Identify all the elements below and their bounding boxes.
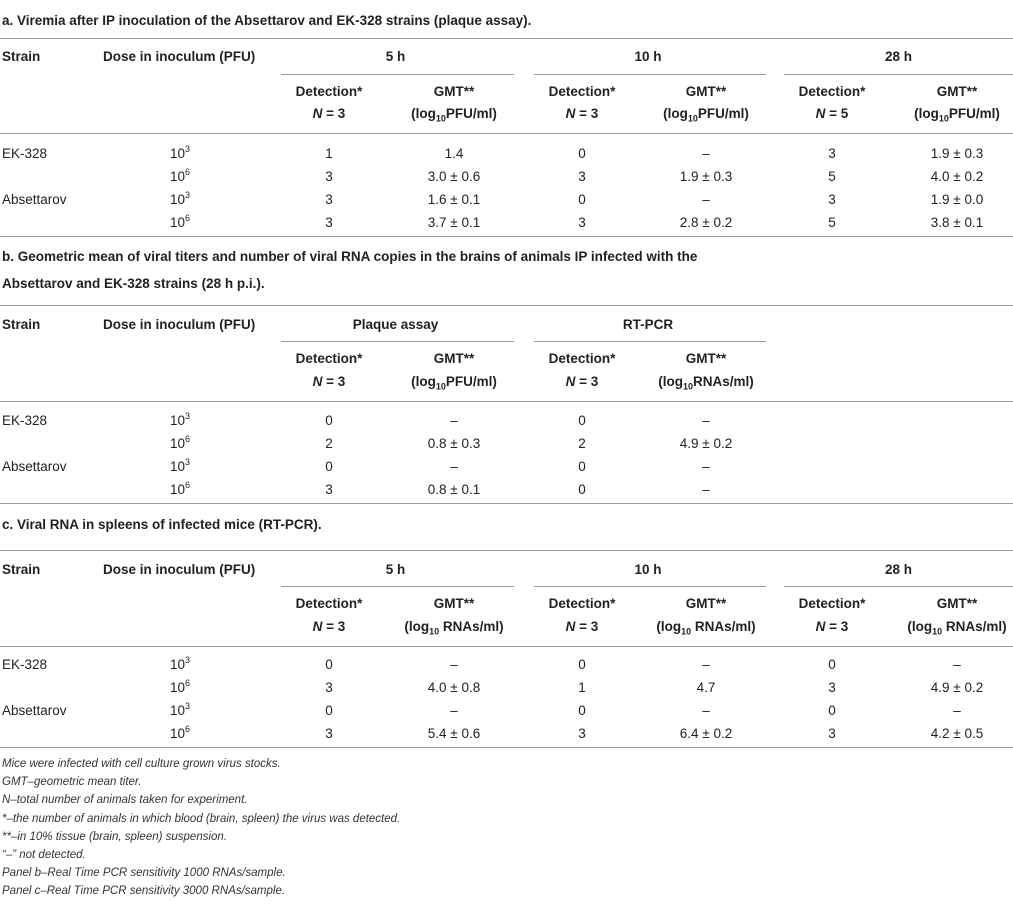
panel-b-cell-gmt: – (702, 413, 710, 428)
panel-c-row-dose: $10^6$ (170, 677, 191, 695)
panel-b-row-strain: EK-328 (2, 413, 48, 428)
panel-a-group-underline (534, 74, 766, 75)
panel-b-gmt-unit: $(\log_{10}PFU/ml)$ (411, 374, 497, 392)
panel-b-row-dose: $10^6$ (170, 433, 191, 451)
panel-c-col-strain: Strain (2, 562, 41, 577)
panel-c-cell-gmt: – (953, 657, 961, 672)
panel-c-group-header: 28 h (884, 562, 912, 577)
panel-b-cell-detection: 0 (325, 413, 333, 428)
panel-b-header-rule (0, 401, 1013, 402)
panel-b-row-dose: $10^3$ (170, 456, 191, 474)
panel-a-group-header: 10 h (634, 49, 662, 64)
panel-a-cell-gmt: 1.9 ± 0.3 (930, 146, 984, 161)
panel-a-gmt-unit: $(\log_{10}PFU/ml)$ (411, 106, 497, 124)
panel-a-cell-detection: 3 (578, 215, 586, 230)
panel-a-detection-header: Detection* (798, 84, 866, 99)
panel-a-row-strain: Absettarov (2, 192, 67, 207)
panel-b-row-dose: $10^3$ (170, 410, 191, 428)
panel-c-row-dose: $10^3$ (170, 700, 191, 718)
panel-c-gmt-header: GMT** (685, 596, 727, 611)
panel-a-cell-detection: 3 (828, 146, 836, 161)
panel-a-cell-detection: 0 (578, 192, 586, 207)
panel-a-gmt-unit: $(\log_{10}PFU/ml)$ (663, 106, 749, 124)
panel-a-cell-gmt: – (702, 146, 710, 161)
panel-a-n-label: N = 3 (565, 106, 599, 121)
panel-c-cell-detection: 3 (325, 726, 333, 741)
footnote: Panel b–Real Time PCR sensitivity 1000 RNAs/sample. (2, 867, 286, 880)
panel-c-group-underline (281, 586, 514, 587)
panel-a-row-dose: $10^6$ (170, 166, 191, 184)
panel-a-cell-detection: 0 (578, 146, 586, 161)
panel-a-detection-header: Detection* (548, 84, 616, 99)
footnote: Panel c–Real Time PCR sensitivity 3000 RNAs/sample. (2, 885, 286, 898)
panel-b-cell-gmt: – (702, 482, 710, 497)
panel-c-cell-gmt: – (702, 657, 710, 672)
panel-a-cell-detection: 3 (828, 192, 836, 207)
panel-b-n-label: N = 3 (312, 374, 346, 389)
panel-c-cell-detection: 0 (325, 657, 333, 672)
panel-a-header-rule (0, 133, 1013, 134)
panel-a-cell-detection: 1 (325, 146, 333, 161)
footnote: N–total number of animals taken for experiment. (2, 794, 248, 807)
footnote: Mice were infected with cell culture grown virus stocks. (2, 758, 281, 770)
panel-b-gmt-header: GMT** (433, 351, 475, 366)
panel-a-col-strain: Strain (2, 49, 41, 64)
panel-c-top-rule (0, 550, 1013, 551)
panel-a-group-underline (784, 74, 1013, 75)
panel-b-n-label: N = 3 (565, 374, 599, 389)
panel-c-gmt-header: GMT** (433, 596, 475, 611)
panel-c-cell-gmt: 4.9 ± 0.2 (930, 680, 984, 695)
panel-a-row-dose: $10^6$ (170, 212, 191, 230)
footnote: “–” not detected. (2, 849, 86, 861)
panel-b-cell-detection: 2 (325, 436, 333, 451)
panel-b-group-header: RT-PCR (622, 317, 674, 332)
panel-c-cell-gmt: – (702, 703, 710, 718)
panel-b-col-strain: Strain (2, 317, 41, 332)
footnote: GMT–geometric mean titer. (2, 776, 142, 789)
panel-a-n-label: N = 3 (312, 106, 346, 121)
panel-a-cell-gmt: 1.4 (444, 146, 464, 161)
panel-b-group-header: Plaque assay (352, 317, 439, 332)
panel-a-row-dose: $10^3$ (170, 143, 191, 161)
panel-b-cell-detection: 0 (578, 459, 586, 474)
panel-a-cell-gmt: – (702, 192, 710, 207)
panel-c-group-underline (534, 586, 766, 587)
panel-c-cell-detection: 1 (578, 680, 586, 695)
panel-a-gmt-unit: $(\log_{10}PFU/ml)$ (914, 106, 1000, 124)
panel-a-row-strain: EK-328 (2, 146, 48, 161)
panel-c-cell-detection: 0 (828, 703, 836, 718)
panel-c-bottom-rule (0, 747, 1013, 748)
panel-b-cell-detection: 0 (578, 482, 586, 497)
panel-c-cell-detection: 0 (828, 657, 836, 672)
panel-c-row-dose: $10^3$ (170, 654, 191, 672)
panel-c-cell-detection: 0 (578, 703, 586, 718)
panel-b-title-line2: Absettarov and EK-328 strains (28 h p.i.). (2, 276, 265, 291)
panel-c-row-strain: EK-328 (2, 657, 48, 672)
panel-a-bottom-rule (0, 236, 1013, 237)
panel-a-col-dose: Dose in inoculum (PFU) (103, 49, 256, 64)
panel-b-group-underline (281, 341, 514, 342)
panel-a-group-underline (281, 74, 514, 75)
panel-c-cell-gmt: 6.4 ± 0.2 (679, 726, 733, 741)
panel-a-gmt-header: GMT** (685, 84, 727, 99)
panel-c-cell-detection: 0 (578, 657, 586, 672)
panel-b-row-dose: $10^6$ (170, 479, 191, 497)
panel-a-cell-gmt: 3.0 ± 0.6 (427, 169, 481, 184)
footnote: **–in 10% tissue (brain, spleen) suspension. (2, 830, 228, 843)
panel-c-cell-detection: 3 (828, 726, 836, 741)
panel-c-n-label: N = 3 (565, 619, 599, 634)
panel-c-cell-gmt: – (450, 703, 458, 718)
panel-b-cell-detection: 2 (578, 436, 586, 451)
panel-b-cell-gmt: – (702, 459, 710, 474)
panel-c-cell-detection: 3 (578, 726, 586, 741)
panel-c-gmt-unit: ($\log_{10}$ RNAs/ml) (907, 619, 1007, 637)
panel-c-header-rule (0, 646, 1013, 647)
panel-a-cell-gmt: 3.8 ± 0.1 (930, 215, 984, 230)
panel-a-cell-detection: 3 (578, 169, 586, 184)
panel-c-detection-header: Detection* (295, 596, 363, 611)
panel-b-row-strain: Absettarov (2, 459, 67, 474)
panel-c-col-dose: Dose in inoculum (PFU) (103, 562, 256, 577)
panel-c-gmt-header: GMT** (936, 596, 978, 611)
panel-a-group-header: 28 h (884, 49, 912, 64)
panel-c-cell-detection: 3 (325, 680, 333, 695)
panel-b-cell-detection: 3 (325, 482, 333, 497)
panel-c-group-header: 5 h (385, 562, 406, 577)
panel-b-cell-detection: 0 (578, 413, 586, 428)
panel-c-cell-gmt: 4.7 (696, 680, 716, 695)
panel-c-cell-detection: 3 (828, 680, 836, 695)
panel-c-cell-gmt: – (953, 703, 961, 718)
panel-c-cell-detection: 0 (325, 703, 333, 718)
panel-b-cell-gmt: 0.8 ± 0.1 (427, 482, 481, 497)
panel-b-detection-header: Detection* (295, 351, 363, 366)
panel-c-detection-header: Detection* (548, 596, 616, 611)
panel-b-cell-gmt: 0.8 ± 0.3 (427, 436, 481, 451)
panel-b-cell-gmt: 4.9 ± 0.2 (679, 436, 733, 451)
panel-b-top-rule (0, 305, 1013, 306)
panel-c-title: c. Viral RNA in spleens of infected mice (RT-PCR). (2, 517, 322, 532)
panel-a-title: a. Viremia after IP inoculation of the Absettarov and EK-328 strains (plaque assay). (2, 13, 532, 28)
panel-c-gmt-unit: ($\log_{10}$ RNAs/ml) (656, 619, 756, 637)
panel-c-n-label: N = 3 (312, 619, 346, 634)
panel-a-cell-detection: 3 (325, 215, 333, 230)
panel-a-detection-header: Detection* (295, 84, 363, 99)
panel-c-detection-header: Detection* (798, 596, 866, 611)
panel-a-gmt-header: GMT** (936, 84, 978, 99)
panel-b-title-line1: b. Geometric mean of viral titers and number of viral RNA copies in the brains of animals IP infected with the (2, 249, 698, 264)
panel-c-row-dose: $10^6$ (170, 723, 191, 741)
panel-b-col-dose: Dose in inoculum (PFU) (103, 317, 256, 332)
panel-a-cell-gmt: 4.0 ± 0.2 (930, 169, 984, 184)
panel-a-cell-detection: 3 (325, 192, 333, 207)
panel-c-gmt-unit: ($\log_{10}$ RNAs/ml) (404, 619, 504, 637)
panel-b-cell-detection: 0 (325, 459, 333, 474)
panel-a-cell-detection: 3 (325, 169, 333, 184)
panel-b-gmt-unit: $(\log_{10}RNAs/ml)$ (658, 374, 754, 392)
panel-c-cell-gmt: – (450, 657, 458, 672)
panel-c-row-strain: Absettarov (2, 703, 67, 718)
panel-a-top-rule (0, 38, 1013, 39)
panel-c-cell-gmt: 4.0 ± 0.8 (427, 680, 481, 695)
panel-a-gmt-header: GMT** (433, 84, 475, 99)
panel-b-group-underline (534, 341, 766, 342)
panel-a-cell-detection: 5 (828, 169, 836, 184)
panel-b-detection-header: Detection* (548, 351, 616, 366)
panel-b-bottom-rule (0, 503, 1013, 504)
panel-a-cell-gmt: 2.8 ± 0.2 (679, 215, 733, 230)
panel-a-cell-gmt: 1.9 ± 0.0 (930, 192, 984, 207)
footnote: *–the number of animals in which blood (brain, spleen) the virus was detected. (2, 812, 401, 825)
panel-a-n-label: N = 5 (815, 106, 849, 121)
panel-c-group-header: 10 h (634, 562, 662, 577)
panel-a-cell-detection: 5 (828, 215, 836, 230)
panel-c-n-label: N = 3 (815, 619, 849, 634)
panel-b-cell-gmt: – (450, 413, 458, 428)
panel-c-cell-gmt: 5.4 ± 0.6 (427, 726, 481, 741)
panel-c-cell-gmt: 4.2 ± 0.5 (930, 726, 984, 741)
panel-b-gmt-header: GMT** (685, 351, 727, 366)
panel-b-cell-gmt: – (450, 459, 458, 474)
panel-a-group-header: 5 h (385, 49, 406, 64)
panel-a-cell-gmt: 3.7 ± 0.1 (427, 215, 481, 230)
panel-c-group-underline (784, 586, 1013, 587)
panel-a-row-dose: $10^3$ (170, 189, 191, 207)
panel-a-cell-gmt: 1.9 ± 0.3 (679, 169, 733, 184)
panel-a-cell-gmt: 1.6 ± 0.1 (427, 192, 481, 207)
